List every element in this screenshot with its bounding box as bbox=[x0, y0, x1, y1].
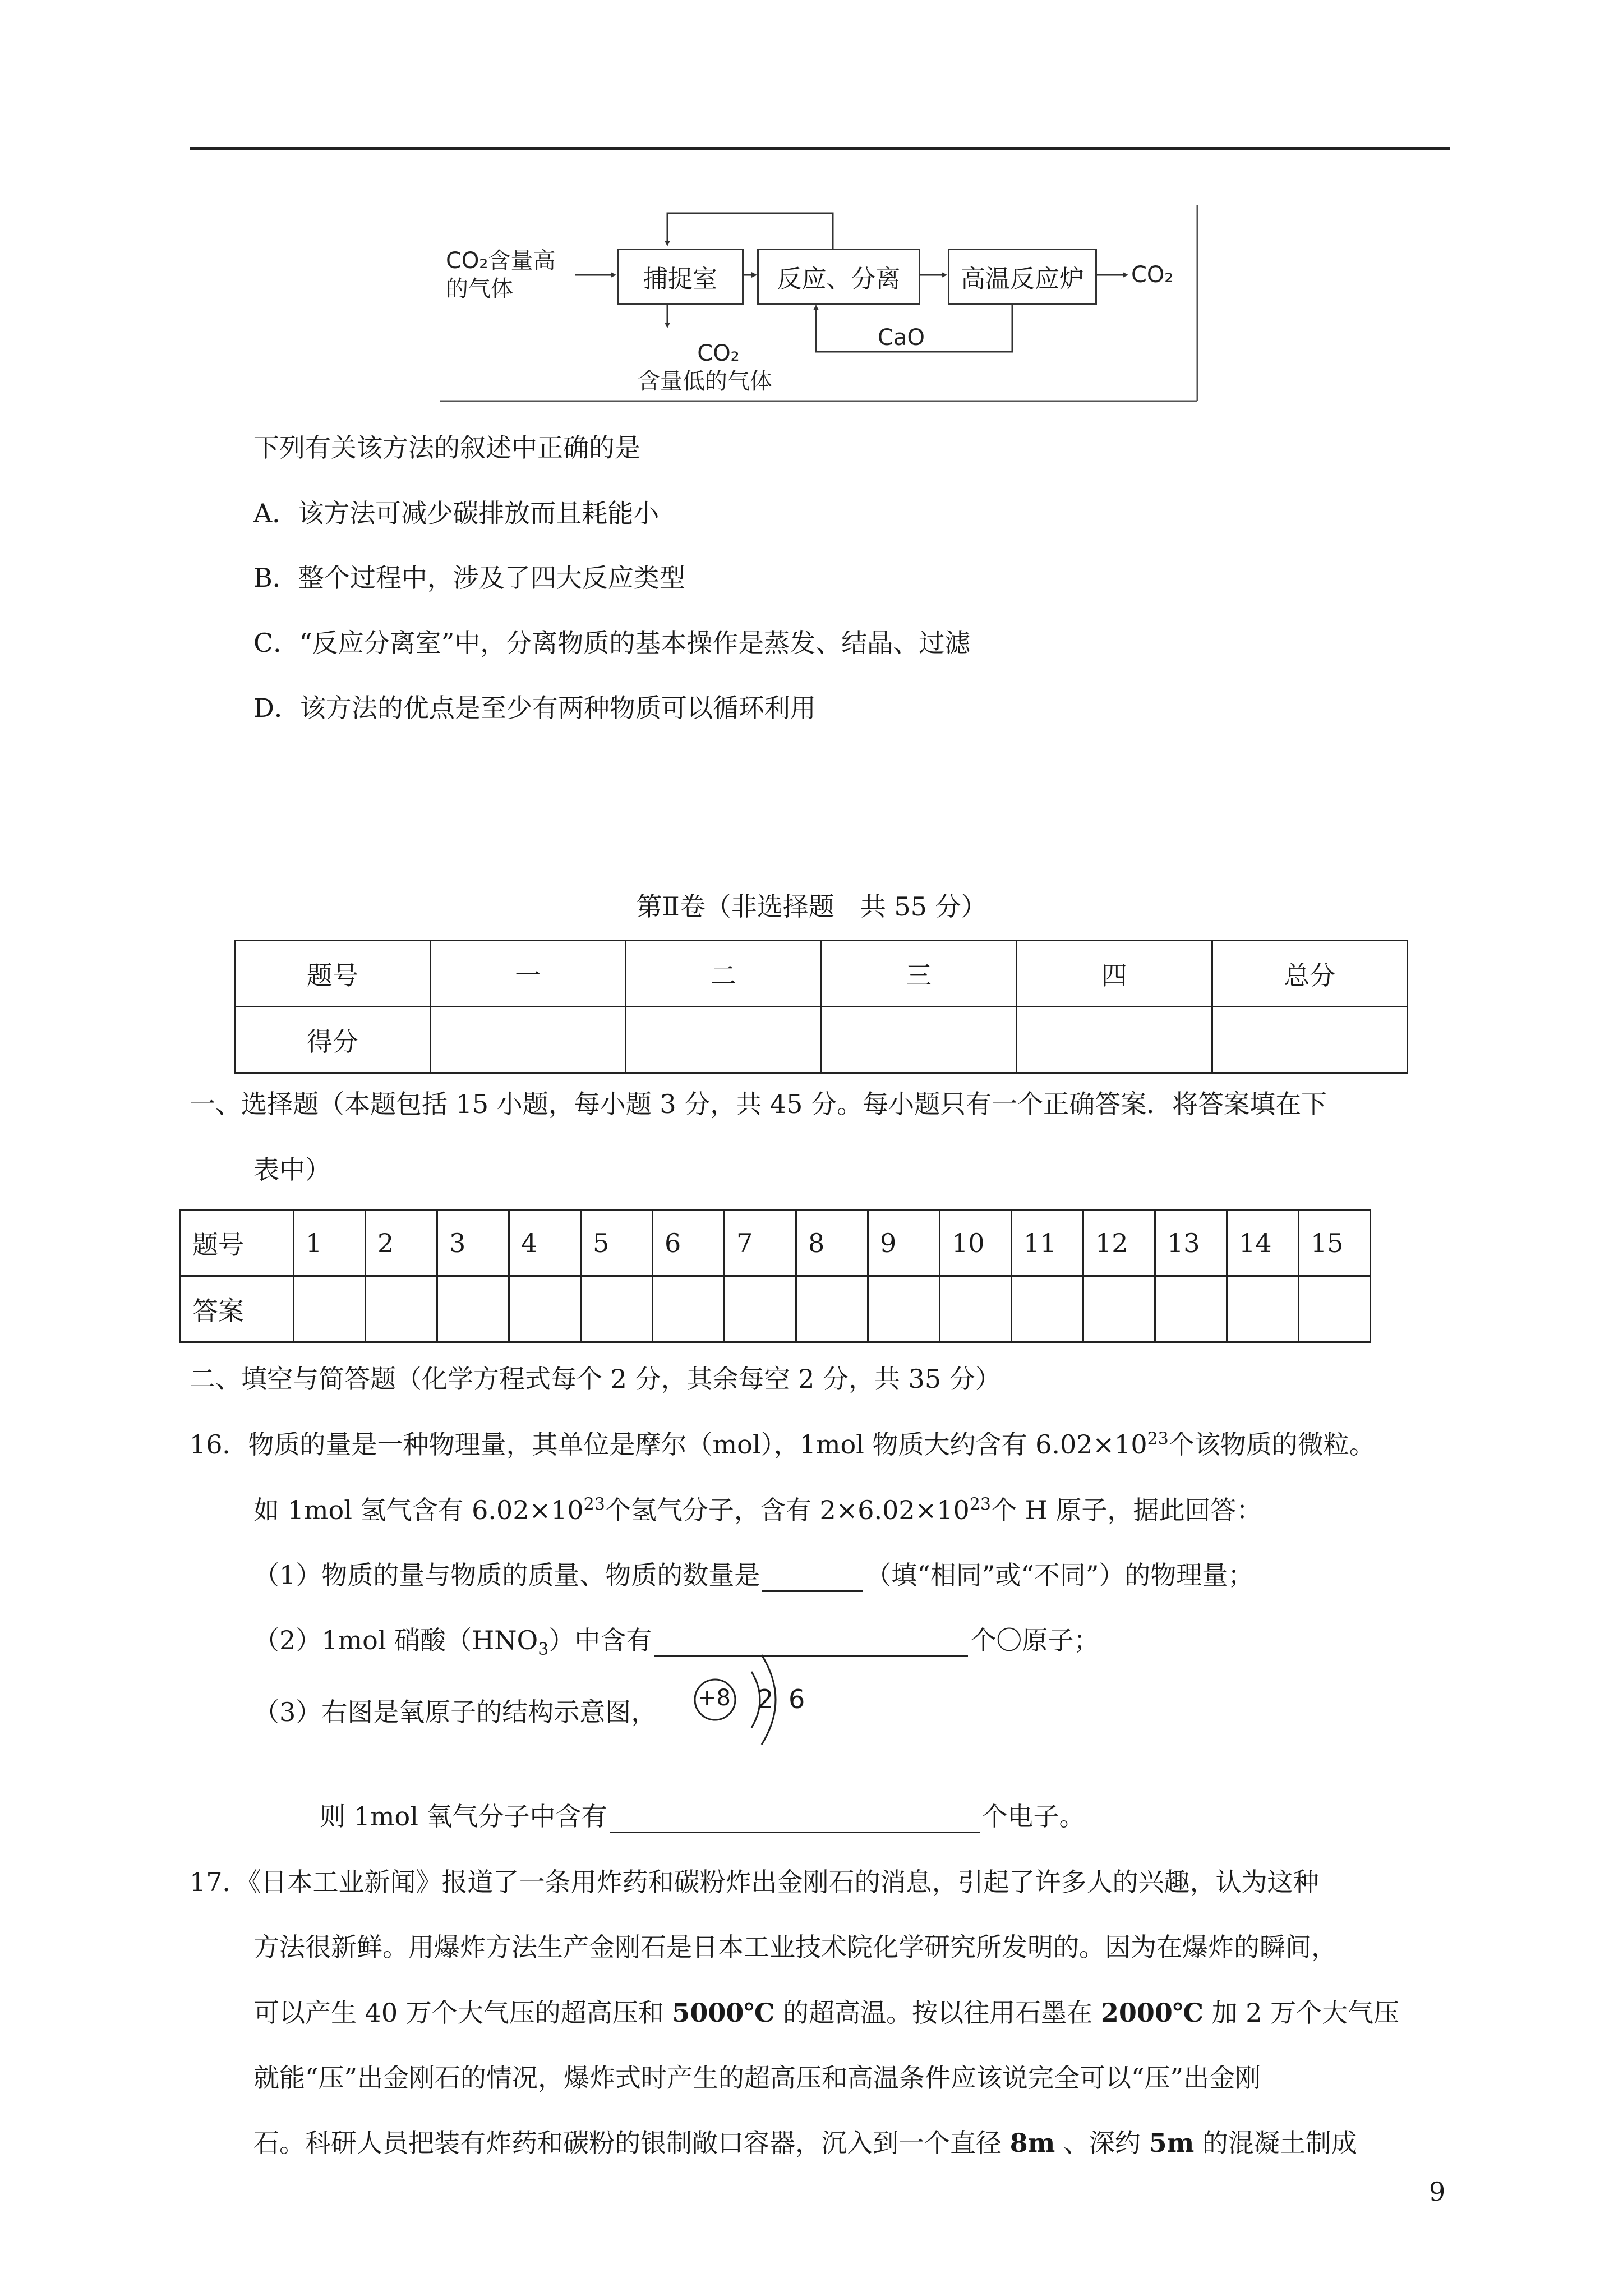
output-co2-label: CO₂ bbox=[1131, 262, 1174, 288]
atom-shell2-electrons: 6 bbox=[789, 1684, 805, 1714]
process-diagram bbox=[440, 205, 1198, 402]
diameter-value: 8m bbox=[1009, 2128, 1055, 2158]
answer-input-cell[interactable] bbox=[1299, 1276, 1371, 1342]
temperature-value: 5000℃ bbox=[672, 1998, 775, 2028]
answer-blank[interactable] bbox=[610, 1805, 980, 1833]
q16-part3: （3）右图是氧原子的结构示意图， bbox=[253, 1697, 657, 1727]
answer-number-cell: 12 bbox=[1083, 1210, 1155, 1276]
score-cell: 二 bbox=[626, 941, 822, 1007]
score-cell: 四 bbox=[1017, 941, 1212, 1007]
header-rule bbox=[190, 147, 1450, 150]
capture-chamber-box: 捕捉室 bbox=[617, 249, 744, 305]
part2-title: 第Ⅱ卷（非选择题 共 55 分） bbox=[636, 891, 987, 922]
score-cell: 题号 bbox=[235, 941, 431, 1007]
score-cell: 总分 bbox=[1212, 941, 1408, 1007]
q15-option-d: D．该方法的优点是至少有两种物质可以循环利用 bbox=[253, 693, 816, 723]
q17-text: 可以产生 40 万个大气压的超高压和 bbox=[253, 1998, 672, 2028]
score-input-cell[interactable] bbox=[626, 1007, 822, 1073]
low-co2-gas-label: CO₂ 含量低的气体 bbox=[638, 341, 772, 394]
atom-nucleus: +8 bbox=[698, 1685, 731, 1711]
q15-option-b: B．整个过程中，涉及了四大反应类型 bbox=[253, 563, 685, 593]
score-cell: 三 bbox=[821, 941, 1017, 1007]
score-cell: 一 bbox=[430, 941, 626, 1007]
answer-input-cell[interactable] bbox=[437, 1276, 509, 1342]
q16-text: （1）物质的量与物质的质量、物质的数量是 bbox=[253, 1560, 760, 1590]
q17-text: 的超高温。按以往用石墨在 bbox=[774, 1998, 1101, 2028]
q16-text: 则 1mol 氧气分子中含有 bbox=[320, 1801, 607, 1832]
q16-part1 bbox=[253, 1558, 1253, 1592]
superscript: 23 bbox=[969, 1494, 991, 1515]
superscript: 23 bbox=[1147, 1429, 1169, 1449]
section1-heading-line1: 一、选择题（本题包括 15 小题，每小题 3 分，共 45 分。每小题只有一个正确答案．将答案填在下 bbox=[190, 1089, 1327, 1119]
q16-text: 个〇原子； bbox=[970, 1625, 1100, 1655]
answer-header-label: 题号 bbox=[181, 1210, 294, 1276]
score-input-cell[interactable] bbox=[821, 1007, 1017, 1073]
answer-number-cell: 13 bbox=[1155, 1210, 1227, 1276]
q16-text: （填“相同”或“不同”）的物理量； bbox=[865, 1560, 1254, 1590]
q17-line2: 方法很新鲜。用爆炸方法生产金刚石是日本工业技术院化学研究所发明的。因为在爆炸的瞬间， bbox=[253, 1932, 1337, 1962]
score-table bbox=[234, 940, 1408, 1074]
answer-row-label: 答案 bbox=[181, 1276, 294, 1342]
q16-line2 bbox=[253, 1493, 1262, 1527]
q16-text: 如 1mol 氢气含有 6.02×10 bbox=[253, 1495, 584, 1525]
answer-table bbox=[179, 1209, 1371, 1343]
answer-number-cell: 6 bbox=[653, 1210, 725, 1276]
q17-line4: 就能“压”出金刚石的情况，爆炸式时产生的超高压和高温条件应该说完全可以“压”出金刚 bbox=[253, 2063, 1261, 2093]
q16-part3-question bbox=[320, 1800, 1085, 1833]
reaction-separation-box: 反应、分离 bbox=[757, 249, 920, 305]
section1-heading-line2: 表中） bbox=[253, 1154, 331, 1185]
q17-line3 bbox=[253, 1996, 1399, 2030]
q16-text: 个氢气分子，含有 2×6.02×10 bbox=[605, 1495, 970, 1525]
answer-number-cell: 5 bbox=[581, 1210, 653, 1276]
answer-number-cell: 10 bbox=[940, 1210, 1012, 1276]
answer-input-cell[interactable] bbox=[796, 1276, 868, 1342]
score-table-row bbox=[235, 1007, 1408, 1073]
answer-input-cell[interactable] bbox=[1227, 1276, 1299, 1342]
q16-part2 bbox=[253, 1623, 1100, 1660]
answer-table-answer-row bbox=[181, 1276, 1371, 1342]
q17-text: 的混凝土制成 bbox=[1194, 2128, 1357, 2158]
answer-number-cell: 11 bbox=[1012, 1210, 1083, 1276]
score-input-cell[interactable] bbox=[1017, 1007, 1212, 1073]
answer-number-cell: 14 bbox=[1227, 1210, 1299, 1276]
q17-line1: 17．《日本工业新闻》报道了一条用炸药和碳粉炸出金刚石的消息，引起了许多人的兴趣，认为这种 bbox=[190, 1867, 1319, 1897]
answer-input-cell[interactable] bbox=[940, 1276, 1012, 1342]
q17-text: 、深约 bbox=[1055, 2128, 1149, 2158]
answer-input-cell[interactable] bbox=[581, 1276, 653, 1342]
q17-text: 加 2 万个大气压 bbox=[1203, 1998, 1400, 2028]
score-input-cell[interactable] bbox=[430, 1007, 626, 1073]
cao-return-label: CaO bbox=[878, 325, 925, 351]
answer-blank[interactable] bbox=[762, 1563, 863, 1592]
answer-number-cell: 2 bbox=[366, 1210, 437, 1276]
q17-line5 bbox=[253, 2126, 1357, 2160]
answer-number-cell: 9 bbox=[868, 1210, 940, 1276]
answer-number-cell: 1 bbox=[294, 1210, 366, 1276]
atom-shell1-electrons: 2 bbox=[757, 1684, 774, 1714]
answer-input-cell[interactable] bbox=[366, 1276, 437, 1342]
q15-option-c: C．“反应分离室”中，分离物质的基本操作是蒸发、结晶、过滤 bbox=[253, 628, 971, 658]
q16-text: 个 H 原子，据此回答： bbox=[990, 1495, 1262, 1525]
q15-option-a: A．该方法可减少碳排放而且耗能小 bbox=[253, 498, 660, 528]
answer-input-cell[interactable] bbox=[725, 1276, 796, 1342]
answer-input-cell[interactable] bbox=[653, 1276, 725, 1342]
answer-number-cell: 15 bbox=[1299, 1210, 1371, 1276]
page-number: 9 bbox=[1429, 2177, 1446, 2207]
input-label: CO₂含量高 的气体 bbox=[446, 248, 556, 302]
answer-input-cell[interactable] bbox=[1155, 1276, 1227, 1342]
q16-line1 bbox=[190, 1428, 1375, 1461]
score-table-row bbox=[235, 941, 1408, 1007]
high-temp-furnace-box: 高温反应炉 bbox=[948, 249, 1097, 305]
temperature-value: 2000℃ bbox=[1100, 1998, 1204, 2028]
q16-text: 个电子。 bbox=[981, 1801, 1085, 1832]
answer-input-cell[interactable] bbox=[1083, 1276, 1155, 1342]
answer-number-cell: 4 bbox=[509, 1210, 581, 1276]
score-input-cell[interactable] bbox=[1212, 1007, 1408, 1073]
subscript: 3 bbox=[538, 1640, 549, 1660]
section2-heading: 二、填空与简答题（化学方程式每个 2 分，其余每空 2 分，共 35 分） bbox=[190, 1364, 1001, 1394]
score-cell: 得分 bbox=[235, 1007, 431, 1073]
q17-text: 石。科研人员把装有炸药和碳粉的银制敞口容器，沉入到一个直径 bbox=[253, 2128, 1010, 2158]
answer-input-cell[interactable] bbox=[509, 1276, 581, 1342]
answer-table-header-row bbox=[181, 1210, 1371, 1276]
q16-text: 个该物质的微粒。 bbox=[1168, 1429, 1375, 1460]
q16-text: 16．物质的量是一种物理量，其单位是摩尔（mol），1mol 物质大约含有 6.02×10 bbox=[190, 1429, 1147, 1460]
answer-number-cell: 8 bbox=[796, 1210, 868, 1276]
q16-text: ）中含有 bbox=[548, 1625, 652, 1655]
answer-number-cell: 7 bbox=[725, 1210, 796, 1276]
q15-stem: 下列有关该方法的叙述中正确的是 bbox=[253, 432, 640, 463]
answer-input-cell[interactable] bbox=[1012, 1276, 1083, 1342]
q16-text: （2）1mol 硝酸（HNO bbox=[253, 1625, 538, 1655]
superscript: 23 bbox=[583, 1494, 605, 1515]
depth-value: 5m bbox=[1149, 2128, 1195, 2158]
answer-number-cell: 3 bbox=[437, 1210, 509, 1276]
answer-input-cell[interactable] bbox=[294, 1276, 366, 1342]
answer-input-cell[interactable] bbox=[868, 1276, 940, 1342]
oxygen-atom-diagram bbox=[690, 1632, 824, 1767]
